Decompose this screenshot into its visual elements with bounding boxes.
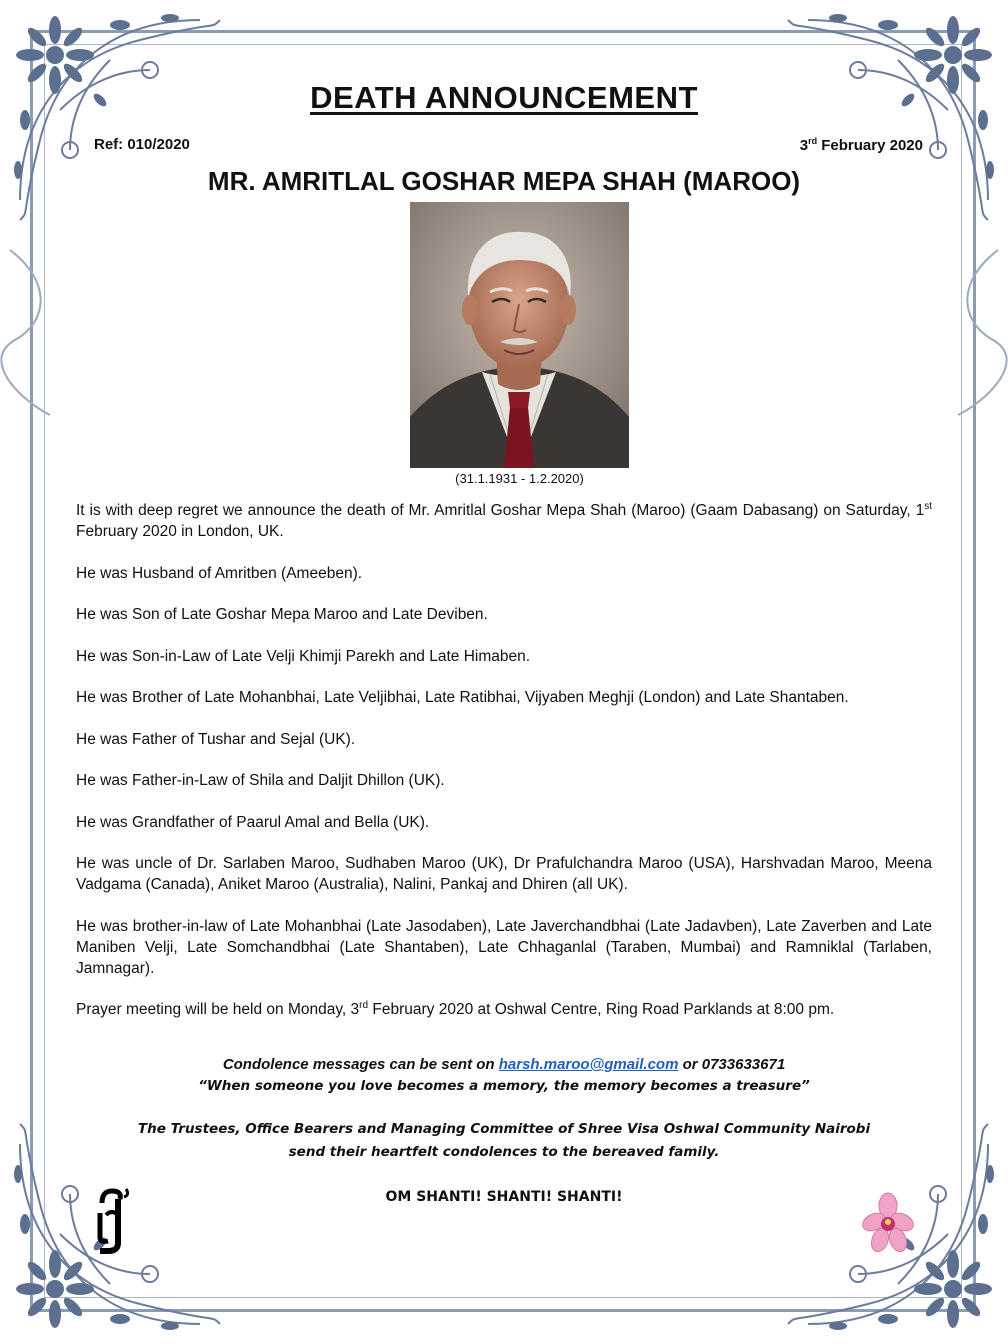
announcement-date xyxy=(800,136,923,154)
trustees-condolence xyxy=(0,1118,1008,1164)
relation-paragraph-brother-in-law: He was brother-in-law of Late Mohanbhai (Late Jasodaben), Late Javerchandbhai (Late Jadavben), Late Zaverben and Late Maniben Velji, Late Somchandbhai (Late Shantaben), Late Chhaganlal (Taraben, Mumbai) and Ramniklal (Tarlaben, Jamnagar). xyxy=(76,917,932,977)
relation-paragraph-son-in-law: He was Son-in-Law of Late Velji Khimji Parekh and Late Himaben. xyxy=(76,647,531,665)
intro-paragraph xyxy=(76,500,932,542)
condolence-email-link[interactable]: harsh.maroo@gmail.com xyxy=(498,1056,679,1073)
condolence-text: Condolence messages can be sent on xyxy=(222,1056,499,1073)
relation-paragraph-brother: He was Brother of Late Mohanbhai, Late Veljibhai, Late Ratibhai, Vijyaben Meghji (London) and Late Shantaben. xyxy=(76,689,849,706)
lifespan-dates: (31.1.1931 - 1.2.2020) xyxy=(455,471,584,486)
trustees-line-2: send their heartfelt condolences to the bereaved family. xyxy=(288,1144,720,1160)
memorial-quote: “When someone you love becomes a memory, the memory becomes a treasure” xyxy=(198,1078,810,1094)
prayer-text-end: February 2020 at Oshwal Centre, Ring Road Parklands at 8:00 pm. xyxy=(368,1001,835,1018)
relation-paragraph-husband: He was Husband of Amritben (Ameeben). xyxy=(76,564,363,582)
deceased-name: MR. AMRITLAL GOSHAR MEPA SHAH (MAROO) xyxy=(207,166,801,196)
side-ornament-left xyxy=(0,240,60,420)
relation-paragraph-uncle: He was uncle of Dr. Sarlaben Maroo, Sudhaben Maroo (UK), Dr Prafulchandra Maroo (USA), Harshvadan Maroo, Meena Vadgama (Canada), Aniket Maroo (Australia), Nalini, Pankaj and Dhiren (all UK). xyxy=(76,855,932,893)
relation-paragraph-father: He was Father of Tushar and Sejal (UK). xyxy=(76,730,356,748)
jain-om-symbol-icon xyxy=(96,1185,132,1255)
deceased-portrait-photo xyxy=(410,202,629,468)
prayer-text-start: Prayer meeting will be held on Monday, 3 xyxy=(76,1001,360,1018)
page-title: DEATH ANNOUNCEMENT xyxy=(310,80,698,115)
om-shanti-closing: OM SHANTI! SHANTI! SHANTI! xyxy=(385,1189,623,1205)
relation-paragraph-grandfather: He was Grandfather of Paarul Amal and Bella (UK). xyxy=(76,813,430,831)
condolence-contact xyxy=(0,1056,1008,1073)
condolence-phone: or 0733633671 xyxy=(678,1056,786,1073)
date-suffix: rd xyxy=(808,136,818,146)
intro-text-start: It is with deep regret we announce the death of Mr. Amritlal Goshar Mepa Shah (Maroo) (Gaam Dabasang) on Saturday, 1 xyxy=(76,502,925,519)
relation-paragraph-father-in-law: He was Father-in-Law of Shila and Daljit Dhillon (UK). xyxy=(76,772,445,789)
date-rest: February 2020 xyxy=(817,137,923,154)
trustees-line-1: The Trustees, Office Bearers and Managing Committee of Shree Visa Oshwal Community Nairobi xyxy=(137,1121,871,1137)
announcement-body xyxy=(76,500,932,1041)
intro-text-end: February 2020 in London, UK. xyxy=(76,523,284,540)
intro-date-suffix: st xyxy=(924,500,932,512)
prayer-date-suffix: rd xyxy=(359,999,369,1011)
date-day: 3 xyxy=(799,137,809,154)
relation-paragraph-son: He was Son of Late Goshar Mepa Maroo and Late Deviben. xyxy=(76,606,488,623)
pink-orchid-flower-icon xyxy=(860,1192,916,1256)
prayer-meeting-paragraph xyxy=(76,999,932,1020)
reference-number: Ref: 010/2020 xyxy=(94,136,190,153)
side-ornament-right xyxy=(948,240,1008,420)
